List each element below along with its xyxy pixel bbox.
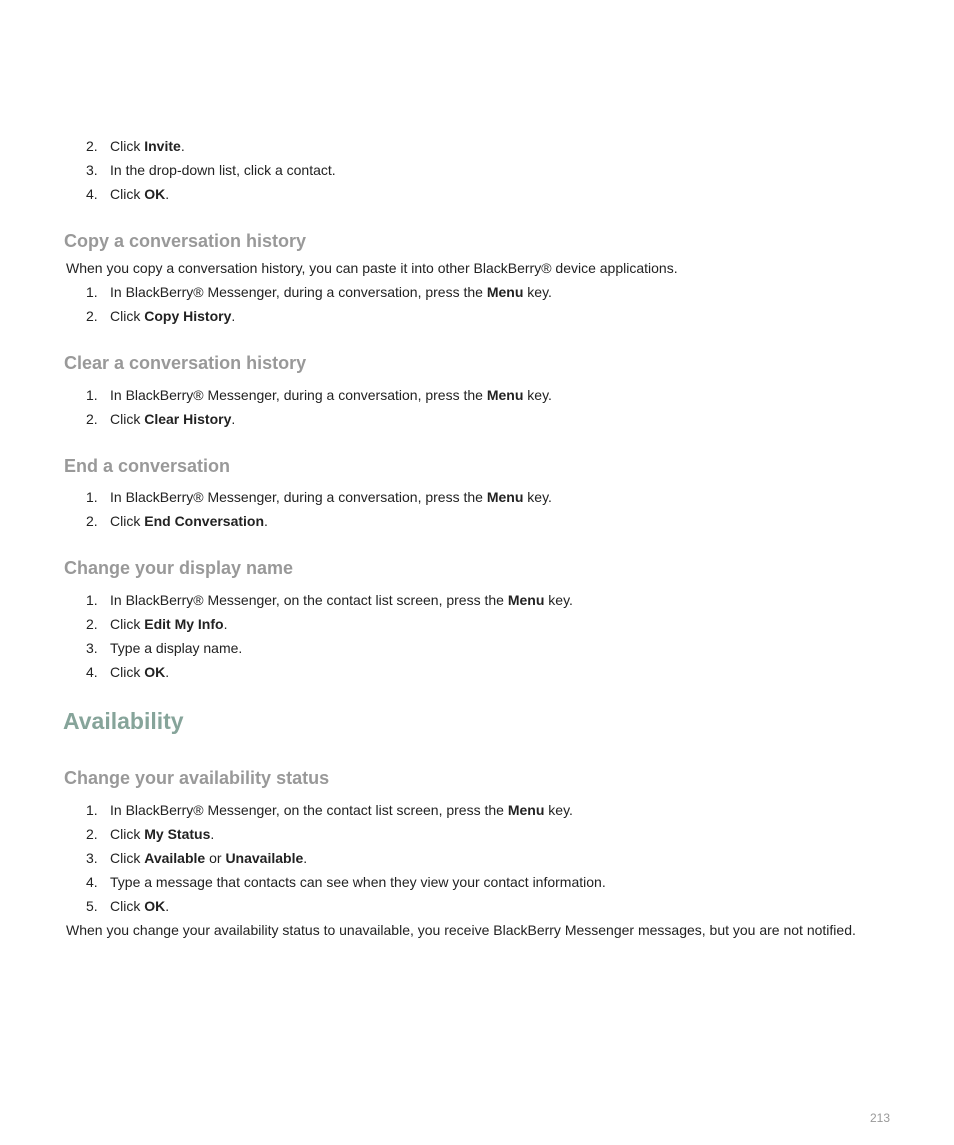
copy-history-heading: Copy a conversation history	[64, 231, 307, 251]
step-text: .	[165, 186, 170, 202]
step-text: .	[223, 616, 228, 632]
step-item	[86, 846, 606, 870]
step-text: .	[231, 411, 236, 427]
clear-history-heading: Clear a conversation history	[64, 353, 307, 373]
step-number: 1.	[86, 284, 98, 300]
step-number: 5.	[86, 898, 98, 914]
step-item	[86, 894, 606, 918]
display-name-heading: Change your display name	[64, 558, 294, 578]
step-text: .	[231, 308, 236, 324]
step-item	[86, 612, 573, 636]
ui-label: Menu	[486, 387, 524, 403]
step-text: key.	[523, 284, 552, 300]
availability-status-heading: Change your availability status	[64, 768, 330, 788]
step-text: In BlackBerry® Messenger, during a conversation, press the	[110, 284, 487, 300]
step-number: 1.	[86, 387, 98, 403]
step-text: In BlackBerry® Messenger, on the contact list screen, press the	[110, 802, 508, 818]
step-item	[86, 280, 552, 304]
step-text: .	[180, 138, 185, 154]
step-text: Click	[110, 411, 145, 427]
step-text: .	[303, 850, 308, 866]
step-text: Click	[110, 664, 145, 680]
ui-label: End Conversation	[144, 513, 265, 529]
clear-history-steps	[86, 383, 552, 431]
display-name-steps	[86, 588, 573, 684]
step-item	[86, 636, 573, 660]
ui-label: Menu	[486, 284, 524, 300]
ui-label: OK	[144, 898, 166, 914]
step-text: Click	[110, 898, 145, 914]
step-text: key.	[523, 387, 552, 403]
step-number: 1.	[86, 489, 98, 505]
availability-status-steps	[86, 798, 606, 918]
step-item	[86, 485, 552, 509]
step-item	[86, 304, 552, 328]
step-text: In BlackBerry® Messenger, during a conversation, press the	[110, 387, 487, 403]
ui-label: OK	[144, 186, 166, 202]
copy-history-steps	[86, 280, 552, 328]
step-item	[86, 509, 552, 533]
step-text: Click	[110, 826, 145, 842]
step-number: 2.	[86, 826, 98, 842]
step-text: In BlackBerry® Messenger, during a conversation, press the	[110, 489, 487, 505]
step-text: Click	[110, 308, 145, 324]
availability-title: Availability	[63, 708, 184, 734]
ui-label: Unavailable	[225, 850, 304, 866]
step-number: 4.	[86, 874, 98, 890]
step-number: 2.	[86, 411, 98, 427]
step-item	[86, 822, 606, 846]
ui-label: Available	[144, 850, 206, 866]
step-text: Click	[110, 850, 145, 866]
page-number: 213	[869, 1111, 890, 1125]
end-conversation-heading: End a conversation	[64, 456, 231, 476]
step-number: 1.	[86, 592, 98, 608]
step-number: 4.	[86, 186, 98, 202]
step-number: 3.	[86, 640, 98, 656]
step-item	[86, 798, 606, 822]
step-text: .	[165, 898, 170, 914]
step-text: or	[205, 850, 226, 866]
step-item	[86, 870, 606, 894]
step-item	[86, 182, 336, 206]
ui-label: Menu	[507, 592, 545, 608]
ui-label: OK	[144, 664, 166, 680]
invite-steps	[86, 134, 336, 206]
ui-label: Invite	[144, 138, 181, 154]
step-item	[86, 383, 552, 407]
step-number: 1.	[86, 802, 98, 818]
step-item	[86, 407, 552, 431]
step-text: In the drop-down list, click a contact.	[110, 162, 336, 178]
step-text: key.	[544, 592, 573, 608]
step-text: .	[165, 664, 170, 680]
step-text: key.	[544, 802, 573, 818]
ui-label: My Status	[144, 826, 211, 842]
step-text: .	[264, 513, 268, 529]
step-item	[86, 660, 573, 684]
step-text: Type a message that contacts can see when they view your contact information.	[110, 874, 606, 890]
step-text: Type a display name.	[110, 640, 243, 656]
ui-label: Clear History	[144, 411, 232, 427]
ui-label: Edit My Info	[144, 616, 224, 632]
step-text: Click	[110, 186, 145, 202]
step-number: 2.	[86, 308, 98, 324]
copy-history-intro: When you copy a conversation history, you can paste it into other BlackBerry® device applications.	[66, 260, 678, 276]
end-conversation-steps	[86, 485, 552, 533]
ui-label: Menu	[486, 489, 524, 505]
step-number: 3.	[86, 162, 98, 178]
step-item	[86, 134, 336, 158]
step-text: key.	[523, 489, 552, 505]
step-text: Click	[110, 138, 145, 154]
step-text: Click	[110, 513, 145, 529]
step-number: 2.	[86, 513, 98, 529]
ui-label: Menu	[507, 802, 545, 818]
step-item	[86, 158, 336, 182]
step-number: 3.	[86, 850, 98, 866]
step-text: .	[210, 826, 215, 842]
step-number: 4.	[86, 664, 98, 680]
ui-label: Copy History	[144, 308, 232, 324]
step-number: 2.	[86, 616, 98, 632]
step-text: Click	[110, 616, 145, 632]
step-text: In BlackBerry® Messenger, on the contact list screen, press the	[110, 592, 508, 608]
availability-note: When you change your availability status to unavailable, you receive BlackBerry Messenger messages, but you are not notified.	[66, 922, 856, 938]
step-item	[86, 588, 573, 612]
step-number: 2.	[86, 138, 98, 154]
